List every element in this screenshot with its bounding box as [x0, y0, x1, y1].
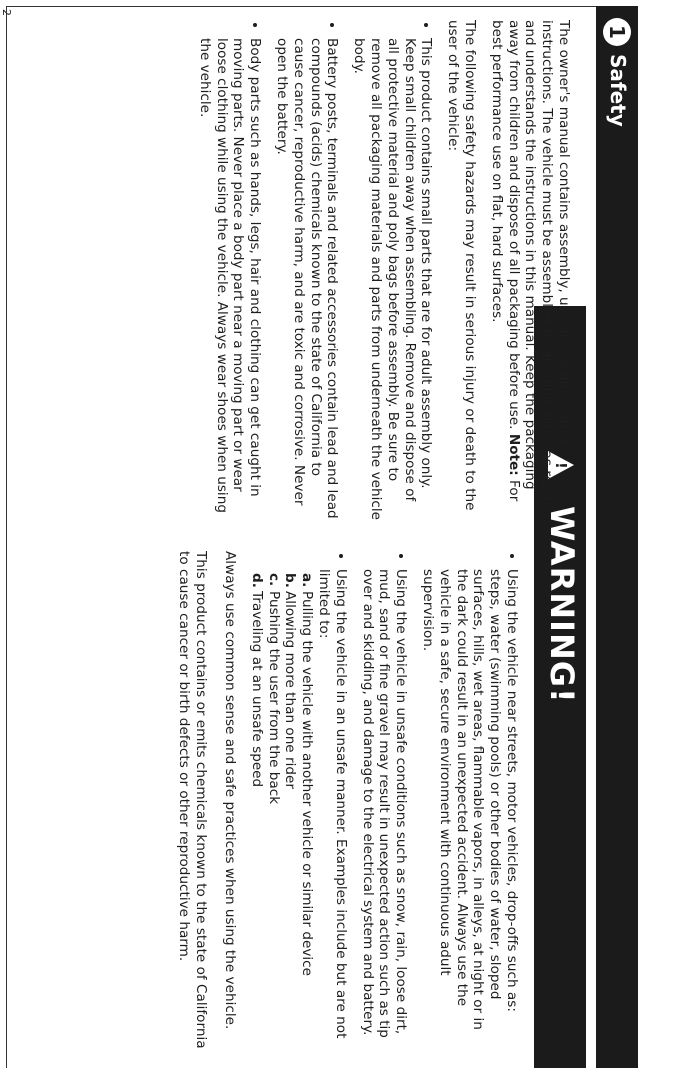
- section-number-badge: 1: [603, 18, 631, 46]
- hazards-intro: The following safety hazards may result in serious injury or death to the user of the vehicle:: [445, 20, 479, 511]
- page-number: 2: [0, 9, 13, 16]
- list-item: • Using the vehicle in unsafe conditions such as snow, rain, loose dirt, mud, sand or fine gravel may result in unexpected action such as tip over and skidding, and damage to the electrical system and battery.: [359, 569, 409, 1051]
- example-mark: b.: [282, 573, 299, 588]
- example-text: Pushing the user from the back: [265, 591, 282, 805]
- note-text: For best performance use on flat, hard surfaces.: [488, 20, 522, 502]
- note-label: Note:: [505, 433, 522, 476]
- example-item: [298, 573, 316, 1051]
- right-column: [166, 551, 520, 1051]
- left-column: [186, 20, 572, 520]
- right-hazard-list: [248, 551, 520, 1051]
- example-text: Traveling at an unsafe speed: [248, 591, 265, 788]
- example-item: [265, 573, 282, 1051]
- example-item: [282, 573, 299, 1051]
- list-item: • This product contains small parts that are for adult assembly only. Keep small children away when assembling. Remove and dispose of all protective material and poly bags before assembly. Be sure to remove all packaging materials and parts from underneath the vehicle body.: [350, 38, 434, 520]
- warning-triangle-icon: !: [548, 451, 574, 479]
- section-header-bar: [596, 6, 638, 1068]
- example-mark: a.: [299, 573, 316, 588]
- list-item: [248, 569, 349, 1051]
- rotated-page: [6, 6, 638, 1068]
- list-item: • Battery posts, terminals and related accessories contain lead and lead compounds (acids) chemicals known to the state of California to cause cancer, reproductive harm, and are toxic and corrosive. Never open the battery.: [273, 38, 340, 520]
- intro-paragraph: [488, 20, 572, 520]
- section-title: Safety: [606, 54, 630, 127]
- unsafe-manner-text: Using the vehicle in an unsafe manner. Examples include but are not limited to:: [316, 569, 349, 1039]
- list-item: • Body parts such as hands, legs, hair and clothing can get caught in moving parts. Never place a body part near a moving part or wear loose clothing while using the vehicle. Always wear shoes when using the vehicle.: [196, 38, 263, 520]
- example-item: [248, 573, 265, 1051]
- prop65-warning: This product contains or emits chemicals known to the state of California to cause cancer or birth defects or other reproductive harm.: [176, 551, 210, 1049]
- example-text: Allowing more than one rider: [282, 591, 299, 789]
- warning-title: WARNING!: [543, 506, 581, 704]
- example-mark: d.: [248, 573, 265, 588]
- example-text: Pulling the vehicle with another vehicle or similar device: [299, 591, 316, 976]
- list-item: • Using the vehicle near streets, motor vehicles, drop-offs such as: steps, water (swimming pools) or other bodies of water, sloped surfaces, hills, wet areas, flammable vapors, in alleys, at night or in the dark could result in an unexpected accident. Always use the vehicle in a safe, secure environment with continuous adult supervision.: [419, 569, 520, 1051]
- example-mark: c.: [265, 573, 282, 587]
- intro-text: The owner's manual contains assembly, use and maintenance instructions. The vehicle must be assembled by an adult who has read and understands the instructions in this manual. Keep the packaging away from children and dispose of all packaging before use.: [505, 20, 572, 501]
- common-sense-text: Always use common sense and safe practices when using the vehicle.: [222, 551, 239, 1030]
- left-hazard-list: [196, 20, 434, 520]
- examples-list: [248, 569, 315, 1051]
